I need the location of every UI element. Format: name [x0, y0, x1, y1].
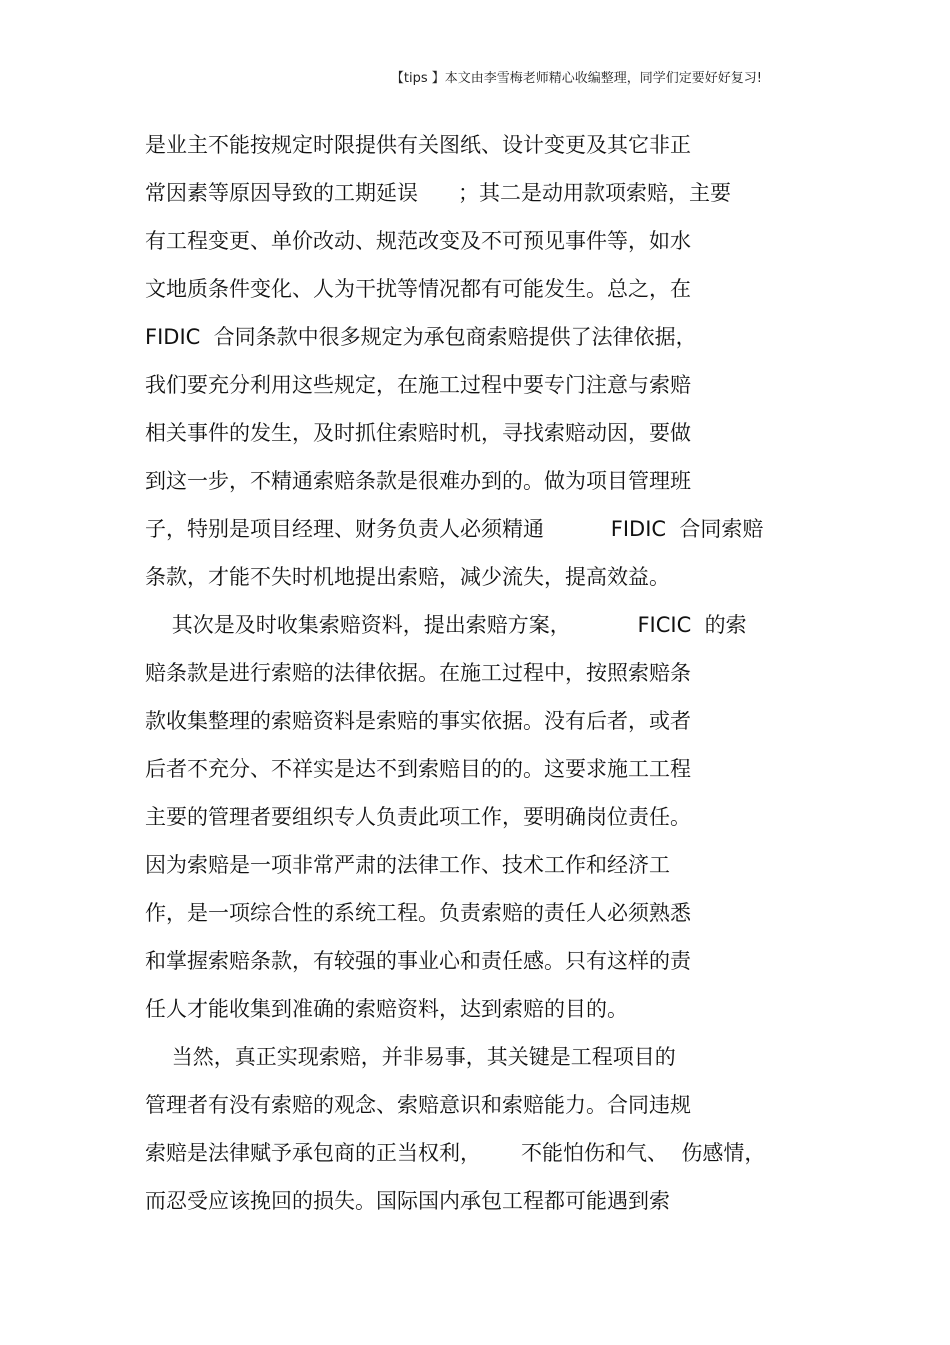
- header-note: 【tips 】本文由李雪梅老师精心收编整理，同学们定要好好复习!: [390, 71, 762, 86]
- text-line: 作，是一项综合性的系统工程。负责索赔的责任人必须熟悉: [145, 901, 691, 925]
- text-line: 赔条款是进行索赔的法律依据。在施工过程中，按照索赔条: [145, 661, 691, 685]
- text-line: 相关事件的发生，及时抓住索赔时机，寻找索赔动因，要做: [145, 421, 691, 445]
- text-line: 子，特别是项目经理、财务负责人必须精通 FIDIC 合同索赔: [145, 517, 764, 541]
- text-line: 是业主不能按规定时限提供有关图纸、设计变更及其它非正: [145, 133, 691, 157]
- text-line: 因为索赔是一项非常严肃的法律工作、技术工作和经济工: [145, 853, 670, 877]
- text-line: 款收集整理的索赔资料是索赔的事实依据。没有后者，或者: [145, 709, 691, 733]
- text-line: 条款，才能不失时机地提出索赔，减少流失，提高效益。: [145, 565, 670, 589]
- text-line: 管理者有没有索赔的观念、索赔意识和索赔能力。合同违规: [145, 1093, 691, 1117]
- text-line: 有工程变更、单价改动、规范改变及不可预见事件等，如水: [145, 229, 691, 253]
- text-line: 常因素等原因导致的工期延误 ；其二是动用款项索赔，主要: [145, 181, 732, 205]
- text-line: 索赔是法律赋予承包商的正当权利， 不能怕伤和气、 伤感情，: [145, 1141, 766, 1165]
- text-line: 任人才能收集到准确的索赔资料，达到索赔的目的。: [145, 997, 628, 1021]
- text-line: 其次是及时收集索赔资料，提出索赔方案， FICIC 的索: [145, 613, 747, 637]
- text-line: 和掌握索赔条款，有较强的事业心和责任感。只有这样的责: [145, 949, 691, 973]
- text-line: 文地质条件变化、人为干扰等情况都有可能发生。总之，在: [145, 277, 691, 301]
- text-line: 当然，真正实现索赔，并非易事，其关键是工程项目的: [145, 1045, 676, 1069]
- text-line: 而忍受应该挽回的损失。国际国内承包工程都可能遇到索: [145, 1189, 670, 1213]
- text-line: 我们要充分利用这些规定，在施工过程中要专门注意与索赔: [145, 373, 691, 397]
- text-line: 到这一步，不精通索赔条款是很难办到的。做为项目管理班: [145, 469, 691, 493]
- body-text: [145, 128, 825, 1232]
- text-line: 后者不充分、不祥实是达不到索赔目的的。这要求施工工程: [145, 757, 691, 781]
- text-line: 主要的管理者要组织专人负责此项工作，要明确岗位责任。: [145, 805, 691, 829]
- text-line: FIDIC 合同条款中很多规定为承包商索赔提供了法律依据，: [145, 325, 697, 349]
